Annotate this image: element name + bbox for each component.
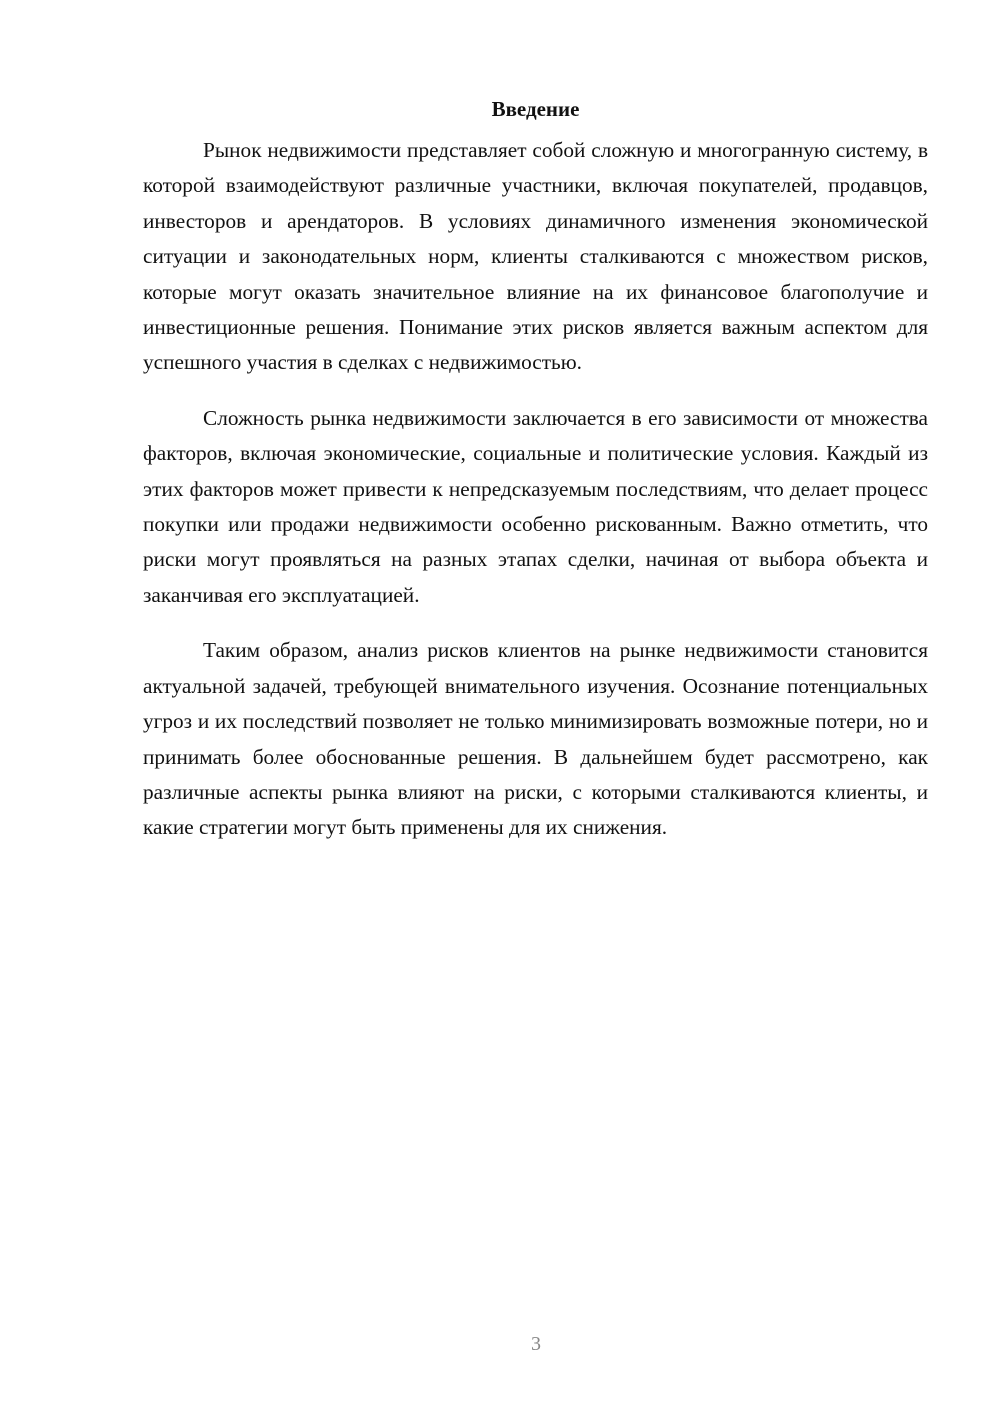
- page-number: 3: [531, 1333, 541, 1355]
- section-title: Введение: [491, 97, 580, 121]
- page-content: [143, 92, 928, 866]
- paragraph-2: Сложность рынка недвижимости заключается в его зависимости от множества факторов, включая экономические, социальные и политические условия. Каждый из этих факторов может привести к непредсказуемым последствиям, что делает процесс покупки или продажи недвижимости особенно рискованным. Важно отметить, что риски могут проявляться на разных этапах сделки, начиная от выбора объекта и заканчивая его эксплуатацией.: [143, 405, 928, 607]
- paragraph-3: Таким образом, анализ рисков клиентов на рынке недвижимости становится актуальной задачей, требующей внимательного изучения. Осознание потенциальных угроз и их последствий позволяет не только минимизировать возможные потери, но и принимать более обоснованные решения. В дальнейшем будет рассмотрено, как различные аспекты рынка влияют на риски, с которыми сталкиваются клиенты, и какие стратегии могут быть применены для их снижения.: [143, 638, 928, 840]
- paragraph-1: Рынок недвижимости представляет собой сложную и многогранную систему, в которой взаимодействуют различные участники, включая покупателей, продавцов, инвесторов и арендаторов. В условиях динамичного изменения экономической ситуации и законодательных норм, клиенты сталкиваются с множеством рисков, которые могут оказать значительное влияние на их финансовое благополучие и инвестиционные решения. Понимание этих рисков является важным аспектом для успешного участия в сделках с недвижимостью.: [143, 138, 928, 375]
